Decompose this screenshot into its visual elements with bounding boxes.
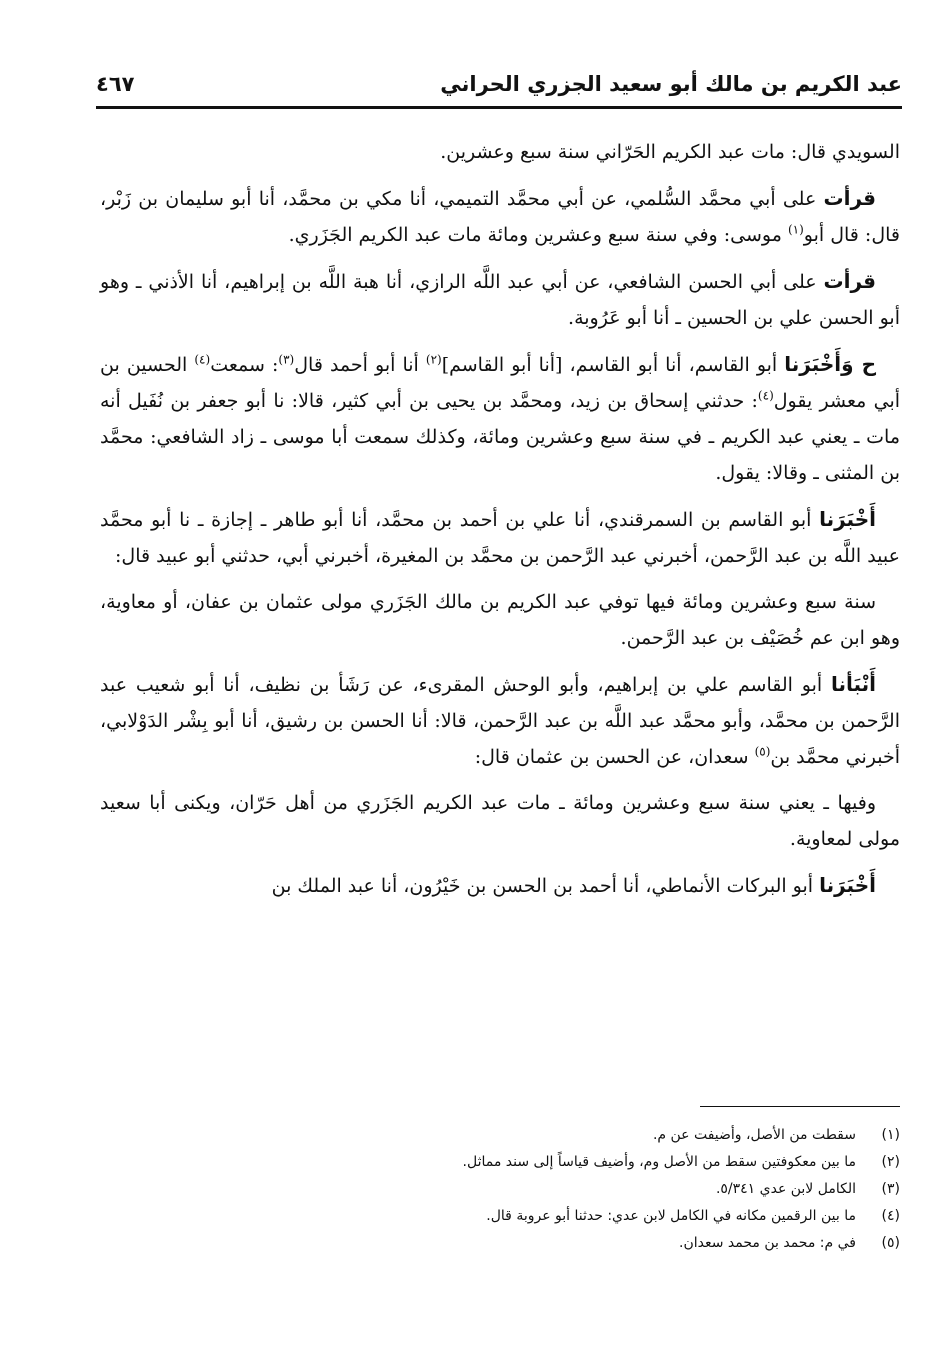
footnotes [100,1122,900,1257]
footnote-ref-4b[interactable]: (٤) [757,388,774,403]
footnote-text: في م: محمد بن محمد سعدان. [679,1235,856,1251]
footnote-text: الكامل لابن عدي ٥/٣٤١. [715,1181,856,1197]
paragraph-9 [100,867,900,904]
paragraph-7-keyword: أَنْبَأنا [830,672,876,696]
paragraph-4-keyword: ح وَأَخْبَرَنا [784,352,876,376]
paragraph-5 [100,501,900,574]
paragraph-4-text-d: الحسين بن أبي معشر يقول [100,354,901,412]
paragraph-4 [100,346,900,491]
paragraph-3-text: على أبي الحسن الشافعي، عن أبي عبد اللَّه الرازي، أنا هبة اللَّه بن إبراهيم، أنا الأذني ـ وهو أبو الحسن علي بن الحسين ـ أنا أبو عَرُوبة. [100,271,900,329]
paragraph-7 [100,666,900,775]
page-number: ٤٦٧ [96,72,135,96]
paragraph-1-text: السويدي قال: مات عبد الكريم الحَرّاني سنة سبع وعشرين. [440,141,900,163]
paragraph-4-text-a: أبو القاسم، أنا أبو القاسم، [أنا أبو القاسم] [441,354,785,376]
footnote-number: (٥) [881,1235,900,1251]
paragraph-4-text-e: : حدثني إسحاق بن زيد، ومحمَّد بن يحيى بن أبي كثير، قالا: نا أبو جعفر بن نُفَيل أنه مات ـ يعني عبد الكريم ـ في سنة سبع وعشرين ومائة، وكذلك سمعت أبا موسى ـ زاد الشافعي: محمَّد بن المثنى ـ وقالا: يقول. [100,390,900,484]
paragraph-5-text: أبو القاسم بن السمرقندي، أنا علي بن أحمد بن محمَّد، أنا أبو طاهر ـ إجازة ـ نا أبو محمَّد عبيد اللَّه بن عبد الرَّحمن، أخبرني عبد الرَّحمن بن محمَّد بن المغيرة، أخبرني أبي، حدثني أبو عبيد قال: [100,509,900,567]
footnote-text: ما بين معكوفتين سقط من الأصل وم، وأضيف قياساً إلى سند مماثل. [462,1154,856,1170]
paragraph-3 [100,263,900,336]
paragraph-9-keyword: أَخْبَرَنا [819,873,876,897]
footnote-item [100,1149,900,1176]
paragraph-1 [100,134,900,170]
footnote-ref-3[interactable]: (٣) [278,352,295,367]
footnote-item [100,1122,900,1149]
paragraph-7-text-a: أبو القاسم علي بن إبراهيم، وأبو الوحش المقرىء، عن رَشَأ بن نظيف، أنا أبو شعيب عبد الرَّحمن بن محمَّد، وأبو محمَّد عبد اللَّه بن عبد الرَّحمن، قالا: أنا الحسن بن رشيق، أنا أبو بِشْر الدَوْلابي، أخبرني محمَّد بن [100,674,900,768]
paragraph-5-keyword: أَخْبَرَنا [819,507,876,531]
paragraph-8 [100,785,900,857]
footnote-item [100,1176,900,1203]
footnote-number: (٤) [881,1208,900,1224]
running-title: عبد الكريم بن مالك أبو سعيد الجزري الحراني [440,72,902,96]
footnote-ref-4a[interactable]: (٤) [194,352,211,367]
paragraph-3-keyword: قرأت [823,269,876,293]
paragraph-2-text-b: موسى: وفي سنة سبع وعشرين ومائة مات عبد الكريم الجَزَري. [288,224,788,246]
footnote-number: (٣) [881,1181,900,1197]
paragraph-6-text: سنة سبع وعشرين ومائة فيها توفي عبد الكريم بن مالك الجَزَري مولى عثمان بن عفان، أو معاوية، وهو ابن عم خُصَيْف بن عبد الرَّحمن. [100,591,900,649]
footnote-text: ما بين الرقمين مكانه في الكامل لابن عدي: حدثنا أبو عروبة قال. [486,1208,856,1224]
paragraph-4-text-b: أنا أبو أحمد قال [294,354,426,376]
footnote-text: سقطت من الأصل، وأضيفت عن م. [652,1127,856,1143]
footnote-ref-1[interactable]: (١) [787,222,804,237]
footnote-item [100,1203,900,1230]
header-rule [96,106,902,109]
footnote-number: (١) [881,1127,900,1143]
paragraph-2 [100,180,900,253]
paragraph-2-keyword: قرأت [823,186,876,210]
footnote-ref-5[interactable]: (٥) [754,744,771,759]
main-text [100,134,900,914]
paragraph-6 [100,584,900,656]
footnote-item [100,1230,900,1257]
footnote-separator [700,1106,900,1107]
paragraph-8-text: وفيها ـ يعني سنة سبع وعشرين ومائة ـ مات عبد الكريم الجَزَري من أهل حَرّان، ويكنى أبا سعيد مولى لمعاوية. [100,792,900,850]
paragraph-9-text: أبو البركات الأنماطي، أنا أحمد بن الحسن بن خَيْرُون، أنا عبد الملك بن [271,875,820,897]
paragraph-2-text-a: على أبي محمَّد السُّلمي، عن أبي محمَّد التميمي، أنا مكي بن محمَّد، أنا أبو سليمان بن زَبْر، قال: قال أبو [100,188,900,246]
paragraph-4-text-c: : سمعت [210,354,279,376]
footnote-number: (٢) [881,1154,900,1170]
page-header [96,66,902,102]
footnote-ref-2[interactable]: (٢) [425,352,442,367]
paragraph-7-text-b: سعدان، عن الحسن بن عثمان قال: [474,746,755,768]
